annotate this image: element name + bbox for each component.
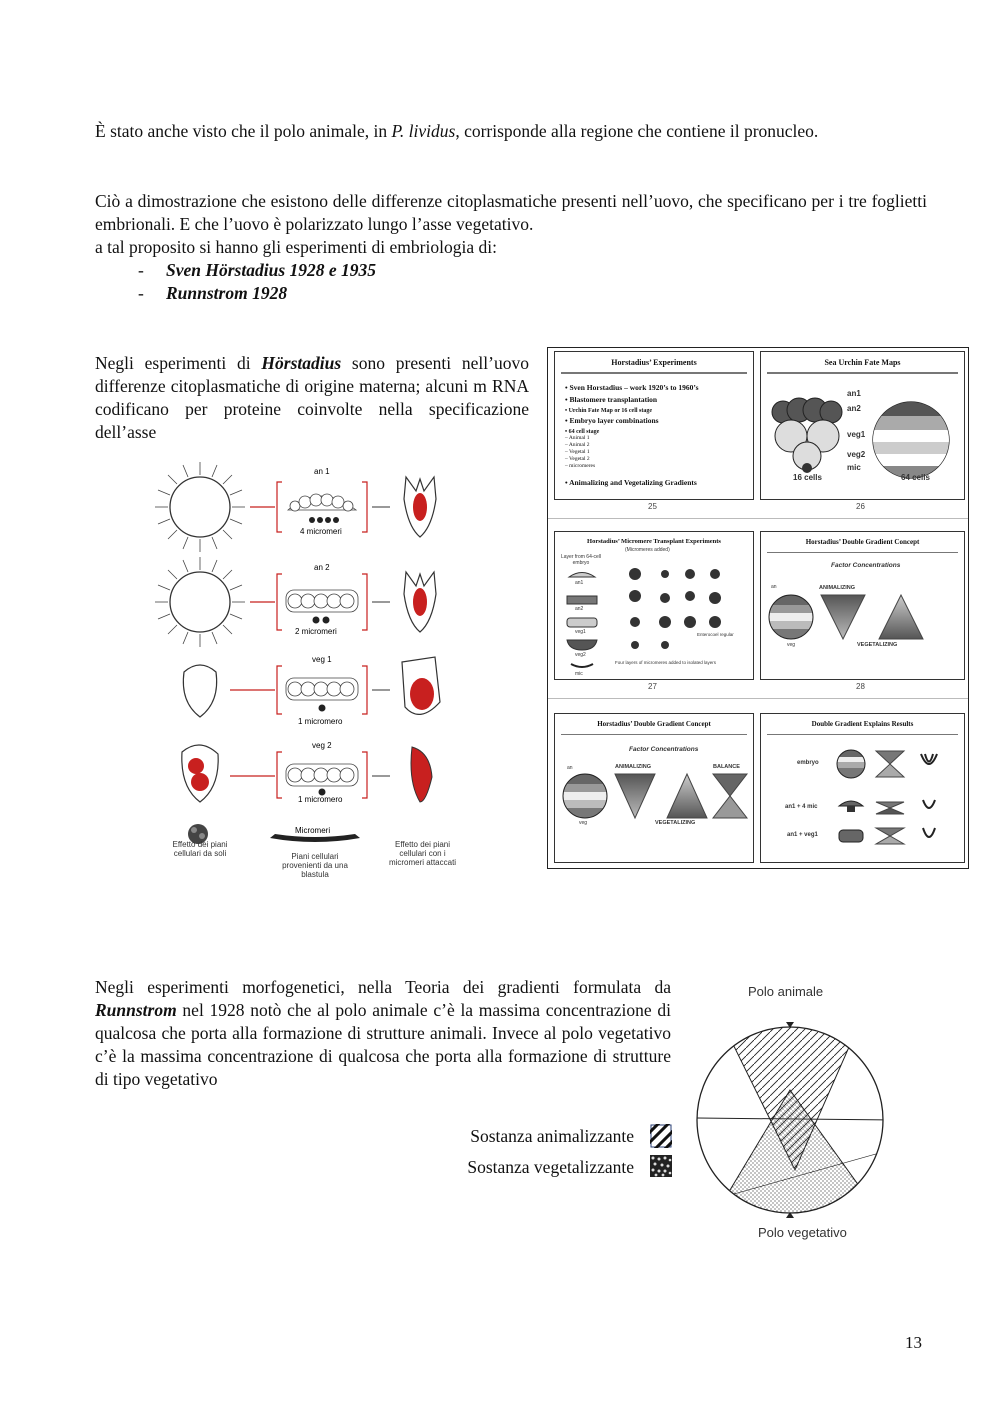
slide-grid [547,347,969,869]
pole-label: veg [787,642,796,648]
slide-bullet: – Vegetal 1 [565,449,590,455]
paragraph-1-pre: È stato anche visto che il polo animale, in [95,121,392,141]
animal-pole-label: Polo animale [748,984,824,999]
slide-bullet: • Urchin Fate Map or 16 cell stage [565,408,653,414]
cell-count-label: 64 cells [901,473,930,482]
micromeri-label: Micromeri [295,826,331,835]
double-gradient-illustration [761,532,964,679]
slide-bullet: – Animal 2 [565,442,590,448]
slide-bullet: – micromeres [565,463,596,469]
slide-bullet: – Animal 1 [565,435,590,441]
slide-subtitle: Factor Concentrations [831,562,901,569]
slide-bullet: – Vegetal 2 [565,456,590,462]
gradient-label: VEGETALIZING [857,642,898,648]
slide-title: Horstadius’ Micromere Transplant Experiments [587,538,721,545]
paragraph-3-post: sono presenti nell’uovo differenze citoplasmatiche di origine materna; alcuni m RNA codificano per proteine coinvolte nella specificazione dell’asse [95,353,529,442]
vegetal-pole-label: Polo vegetativo [758,1225,847,1240]
slide-number: 28 [856,682,865,691]
results-illustration [761,714,964,862]
author-name: Hörstadius [261,353,342,373]
species-name: P. lividus [391,121,456,141]
slide-number: 26 [856,502,865,511]
layer-experiment-illustration [150,462,460,887]
pole-label: veg [579,820,588,826]
paragraph-2-line2: a tal proposito si hanno gli esperimenti di embriologia di: [95,237,497,257]
gradient-label: VEGETALIZING [655,820,696,826]
result-row-label: an1 + veg1 [787,832,818,838]
slide-title: Horstadius’ Double Gradient Concept [805,538,920,546]
result-row-label: an1 + 4 mic [785,804,818,810]
slide-micromere-transplant [554,531,754,680]
pole-label: an [771,584,777,590]
slide-side-label: Layer from 64-cell embryo [561,554,602,566]
slide-title: Horstadius’ Experiments [611,358,697,367]
paragraph-4-pre: Negli esperimenti morfogenetici, nella Teoria dei gradienti formulata da [95,977,671,997]
paragraph-animal-pole [95,120,927,143]
pole-label: an [567,765,573,771]
dots-pattern-icon [650,1155,672,1177]
slide-double-gradient-2 [554,713,754,863]
paragraph-3-pre: Negli esperimenti di [95,353,262,373]
legend-animalizing [400,1124,672,1148]
slide-title: Double Gradient Explains Results [811,720,914,728]
paragraph-4-post: nel 1928 notò che al polo animale c’è la massima concentrazione di qualcosa che porta alla formazione di strutture animali. Invece al polo vegetativo c’è la massima concentrazione di qualcosa che porta alla formazione di strutture di tipo vegetativo [95,1000,671,1089]
hatch-pattern-icon [650,1124,672,1148]
slide-bullet: • Embryo layer combinations [565,416,659,425]
gradient-circle-illustration [690,1000,900,1240]
slide-row-label: veg1 [575,629,586,635]
fate-map-illustration [761,352,964,499]
gradient-label: BALANCE [713,764,740,770]
blastula-layers-caption: Piani cellulari provenienti da una blastula [282,852,348,879]
legend-label: Sostanza animalizzante [470,1126,634,1146]
slide-row-label: an1 [575,580,584,586]
slide-horstadius-experiments [554,351,754,500]
slide-bullet: • 64 cell stage [565,429,600,435]
slide-bullet: • Animalizing and Vegetalizing Gradients [565,478,697,487]
slide-row-label: mic [575,671,583,677]
fate-label: veg1 [847,430,866,439]
effect-with-micromeres-caption: Effetto dei piani cellulari con i micromeri attaccati [388,840,457,867]
gradient-label: ANIMALIZING [819,585,856,591]
list-dash: - [138,283,144,303]
author-name: Runnstrom [95,1000,177,1020]
slide-double-gradient-1 [760,531,965,680]
list-item [138,282,287,305]
cell-count-label: 16 cells [793,473,822,482]
legend-vegetalizing [400,1155,672,1179]
slide-bullet: • Sven Horstadius – work 1920’s to 1960’s [565,383,699,392]
result-row-label: embryo [797,760,819,766]
legend-label: Sostanza vegetalizzante [467,1157,634,1177]
slide-subtitle: (Micromeres added) [625,547,670,553]
slide-caption: Four layers of micromeres added to isolated layers [615,660,717,665]
slide-title: Horstadius’ Double Gradient Concept [597,720,711,728]
layer-label: an 1 [314,467,330,476]
paragraph-horstadius [95,352,529,444]
page-number: 13 [905,1333,922,1352]
slide-fate-maps [760,351,965,500]
list-dash: - [138,260,144,280]
balance-gradient-illustration [555,714,753,862]
slide-number: 27 [648,682,657,691]
micromere-label: 4 micromeri [300,527,342,536]
slide-bullet: • Blastomere transplantation [565,395,658,404]
slide-title: Sea Urchin Fate Maps [824,358,901,367]
micromere-label: 2 micromeri [295,627,337,636]
fate-label: veg2 [847,450,866,459]
paragraph-1-post: , corrisponde alla regione che contiene il pronucleo. [455,121,819,141]
horstadius-layer-figure [150,462,460,887]
slide-row-label: veg2 [575,652,586,658]
gradient-theory-figure [690,980,900,1245]
slide-double-gradient-results [760,713,965,863]
slide-row-label: an2 [575,606,584,612]
fate-label: mic [847,463,861,472]
layer-label: veg 1 [312,655,332,664]
paragraph-2-line1: Ciò a dimostrazione che esistono delle differenze citoplasmatiche presenti nell’uovo, che specificano per i tre foglietti embrionali. E che l’uovo è polarizzato lungo l’asse vegetativo. [95,191,927,234]
slide-subtitle: Factor Concentrations [629,746,699,753]
slide-note: Enterocoel regular [697,632,734,637]
fate-label: an2 [847,404,861,413]
layer-label: veg 2 [312,741,332,750]
effect-alone-caption: Effetto dei piani cellulari da soli [172,840,228,858]
list-item [138,259,376,282]
list-item-text: Runnstrom 1928 [166,283,288,303]
fate-label: an1 [847,389,861,398]
slide-number: 25 [648,502,657,511]
gradient-label: ANIMALIZING [615,764,652,770]
micromere-label: 1 micromero [298,717,343,726]
micromere-label: 1 micromero [298,795,343,804]
paragraph-runnstrom [95,976,671,1091]
paragraph-cytoplasmic-differences [95,190,927,236]
list-item-text: Sven Hörstadius 1928 e 1935 [166,260,377,280]
layer-label: an 2 [314,563,330,572]
